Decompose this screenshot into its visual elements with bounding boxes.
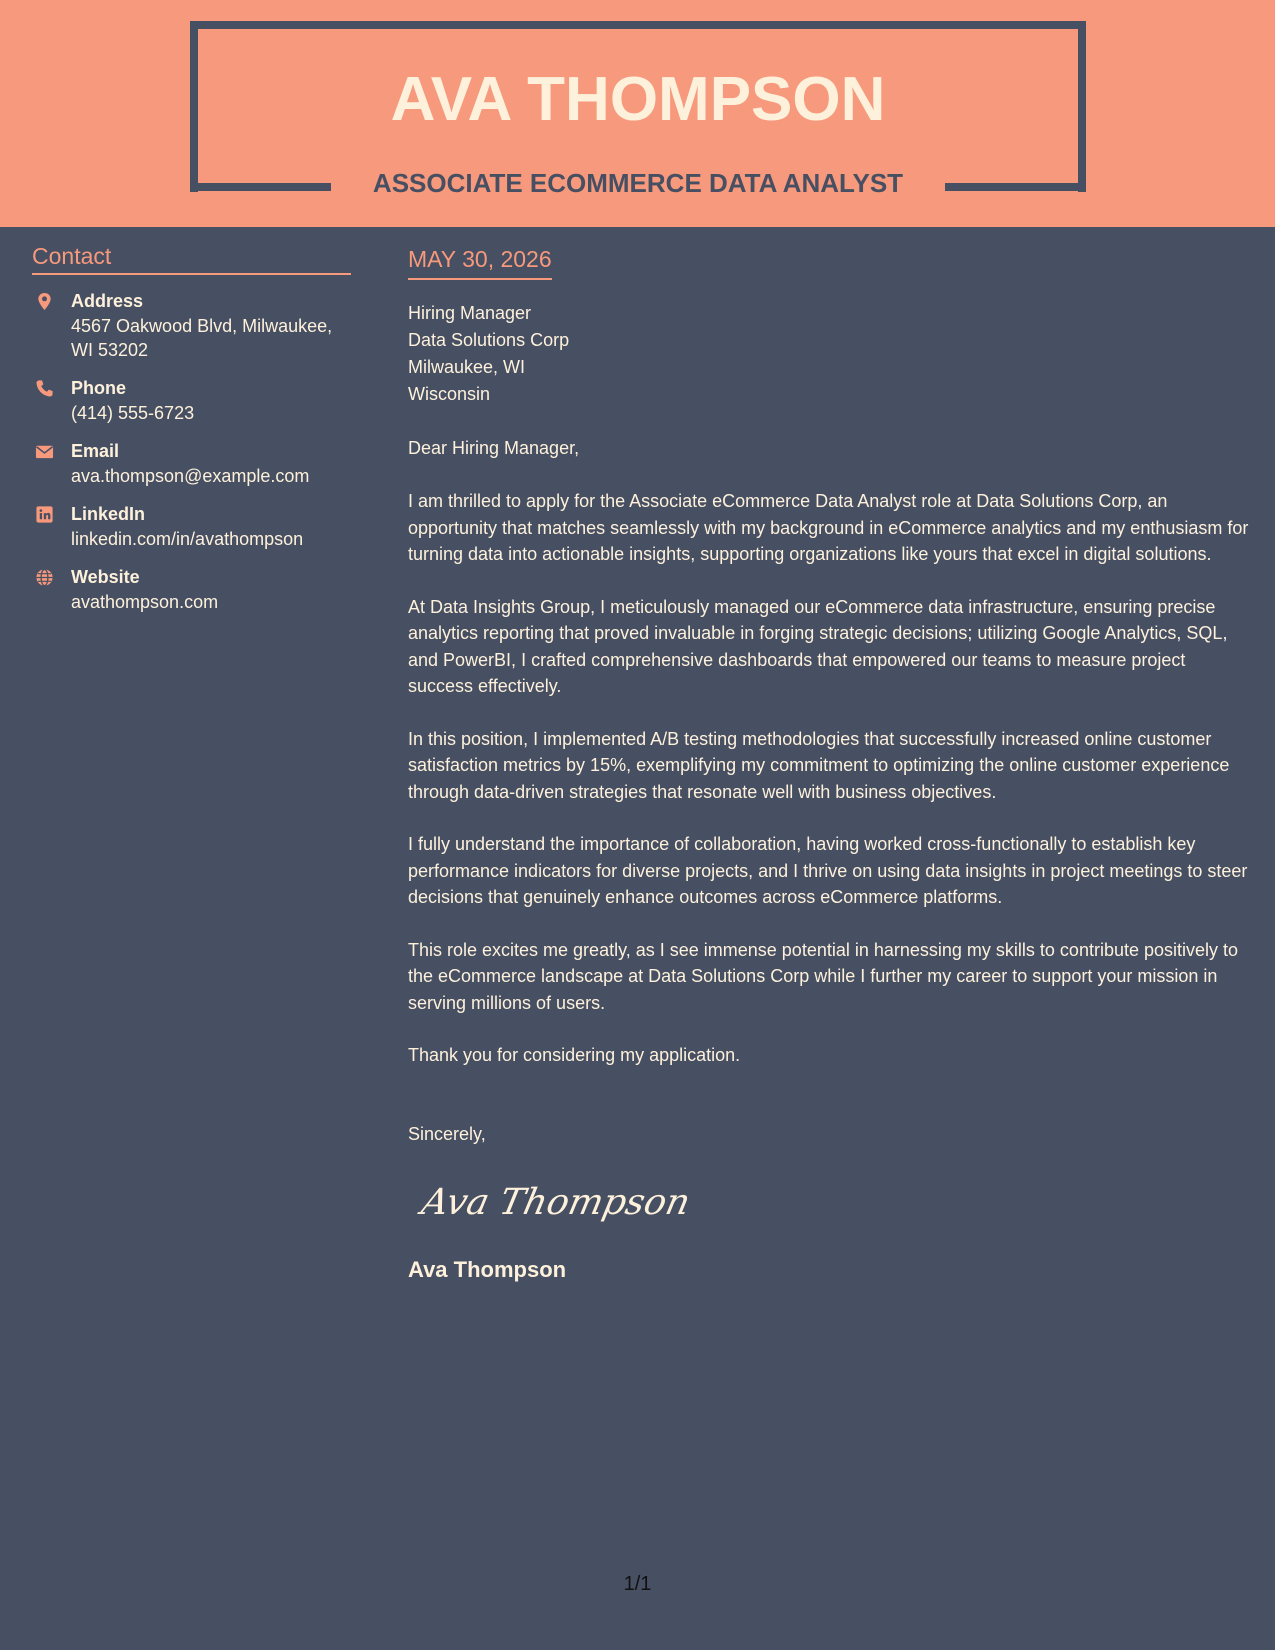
email-value: ava.thompson@example.com xyxy=(71,466,310,486)
address-value: 4567 Oakwood Blvd, Milwaukee, WI 53202 xyxy=(71,316,333,360)
header-frame-bottom-right xyxy=(945,183,1086,191)
recipient-block xyxy=(408,300,1253,408)
job-title: ASSOCIATE ECOMMERCE DATA ANALYST xyxy=(372,168,904,198)
map-pin-icon xyxy=(35,292,54,311)
globe-icon xyxy=(35,568,54,587)
contact-phone xyxy=(32,375,351,425)
letter-body xyxy=(408,243,1253,1285)
contact-label: Phone xyxy=(71,378,127,398)
contact-heading: Contact xyxy=(32,240,351,275)
page-number: 1/1 xyxy=(623,1573,652,1595)
contact-label: Website xyxy=(71,567,140,587)
phone-icon xyxy=(35,379,54,398)
linkedin-value: linkedin.com/in/avathompson xyxy=(71,529,304,549)
paragraph: This role excites me greatly, as I see immense potential in harnessing my skills to contribute positively to the eCommerce landscape at Data Solutions Corp while I further my career to support your mission in serving millions of users. xyxy=(408,939,1239,1013)
recipient-line: Hiring Manager xyxy=(408,303,532,323)
linkedin-icon xyxy=(35,505,54,524)
contact-address xyxy=(32,288,351,362)
phone-value: (414) 555-6723 xyxy=(71,403,195,423)
contact-website xyxy=(32,564,351,614)
paragraph: I am thrilled to apply for the Associate eCommerce Data Analyst role at Data Solutions Corp, an opportunity that matches seamlessly with my background in eCommerce analytics and my enthusiasm for turning data into actionable insights, supporting organizations like yours that excel in digital solutions. xyxy=(408,491,1249,564)
recipient-line: Wisconsin xyxy=(408,384,491,404)
contact-label: Email xyxy=(71,441,120,461)
paragraph: In this position, I implemented A/B testing methodologies that successfully increased online customer satisfaction metrics by 15%, exemplifying my commitment to optimizing the online customer experience through data-driven strategies that resonate well with business objectives. xyxy=(408,728,1230,802)
salutation: Dear Hiring Manager, xyxy=(408,438,580,458)
header-frame-bottom-left xyxy=(190,183,331,191)
paragraph: At Data Insights Group, I meticulously managed our eCommerce data infrastructure, ensuring precise analytics reporting that proved invaluable in forging strategic decisions; utilizing Google Analytics, SQL, and PowerBI, I crafted comprehensive dashboards that empowered our teams to measure project success effectively. xyxy=(408,596,1228,696)
applicant-name: AVA THOMPSON xyxy=(390,65,886,134)
recipient-line: Data Solutions Corp xyxy=(408,330,570,350)
closing: Sincerely, xyxy=(408,1123,486,1144)
website-value: avathompson.com xyxy=(71,592,219,612)
letter-date: MAY 30, 2026 xyxy=(408,243,552,280)
signer-name: Ava Thompson xyxy=(408,1256,567,1282)
paragraph: I fully understand the importance of collaboration, having worked cross-functionally to establish key performance indicators for diverse projects, and I thrive on using data insights in project meetings to steer decisions that genuinely enhance outcomes across eCommerce platforms. xyxy=(408,834,1248,907)
envelope-icon xyxy=(35,442,54,461)
recipient-line: Milwaukee, WI xyxy=(408,357,526,377)
contact-linkedin xyxy=(32,501,351,551)
contact-label: LinkedIn xyxy=(71,504,146,524)
handwritten-signature xyxy=(418,1176,695,1230)
contact-email xyxy=(32,438,351,488)
signature-text: Ava Thompson xyxy=(418,1179,695,1223)
contact-sidebar xyxy=(32,240,351,614)
contact-label: Address xyxy=(71,291,144,311)
paragraph: Thank you for considering my application. xyxy=(408,1045,741,1065)
header-banner xyxy=(0,0,1275,227)
